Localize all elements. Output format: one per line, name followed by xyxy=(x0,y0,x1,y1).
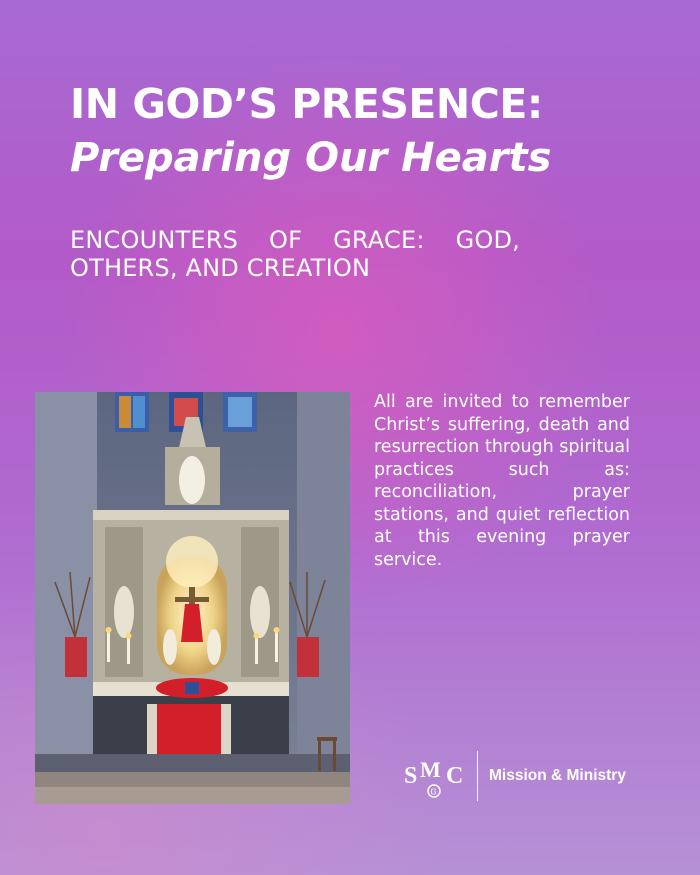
svg-text:C: C xyxy=(446,763,464,789)
smc-logo xyxy=(402,755,472,801)
title-line-2: Preparing Our Hearts xyxy=(70,135,552,181)
event-description: All are invited to remember Christ’s suffering, death and resurrection through spiritual practices such as: reconciliation, prayer stations, and quiet reflection at this evening prayer service. xyxy=(374,392,630,570)
logo-divider xyxy=(477,751,478,801)
title-line-1: IN GOD’S PRESENCE: xyxy=(70,80,543,128)
department-name: Mission & Ministry xyxy=(489,767,626,784)
subtitle: ENCOUNTERS OF GRACE: GOD, OTHERS, AND CREATION xyxy=(70,226,520,282)
svg-text:G: G xyxy=(430,787,437,797)
svg-text:M: M xyxy=(420,757,441,782)
altar-photo xyxy=(35,392,350,804)
svg-text:S: S xyxy=(404,763,418,789)
